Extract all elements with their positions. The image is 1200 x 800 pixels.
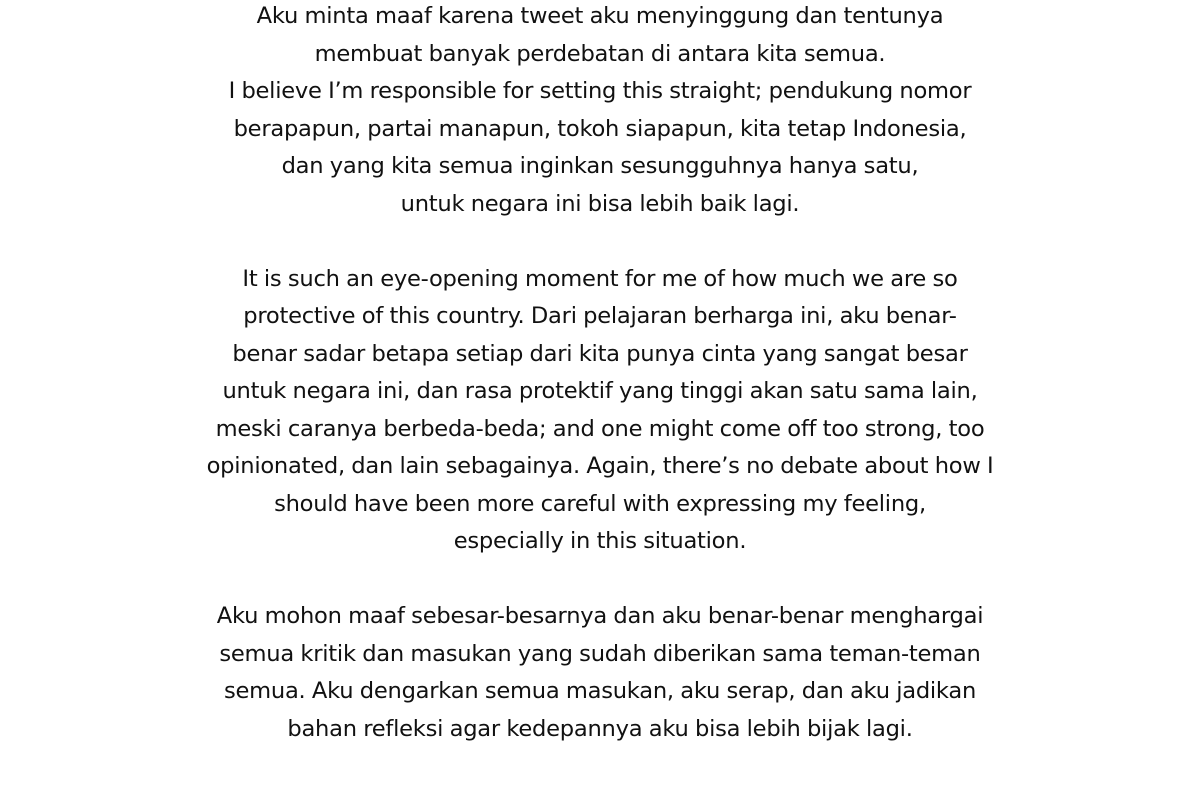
paragraph-line: Aku mohon maaf sebesar-besarnya dan aku benar-benar menghargai bbox=[216, 603, 984, 629]
paragraph-line: especially in this situation. bbox=[453, 528, 747, 554]
paragraph-line: It is such an eye-opening moment for me of how much we are so bbox=[242, 265, 958, 292]
paragraph-line: berapapun, partai manapun, tokoh siapapun, kita tetap Indonesia, bbox=[233, 115, 967, 142]
paragraph-2 bbox=[0, 261, 1200, 561]
paragraph-3 bbox=[0, 598, 1200, 748]
paragraph-spacer bbox=[0, 223, 1200, 261]
paragraph-line: membuat banyak perdebatan di antara kita semua. bbox=[314, 40, 886, 67]
paragraph-line: opinionated, dan lain sebagainya. Again, there’s no debate about how I bbox=[206, 453, 994, 479]
paragraph-line: untuk negara ini bisa lebih baik lagi. bbox=[400, 190, 800, 217]
paragraph-line: meski caranya berbeda-beda; and one might come off too strong, too bbox=[215, 415, 985, 442]
paragraph-line: Aku minta maaf karena tweet aku menyinggung dan tentunya bbox=[256, 3, 944, 29]
paragraph-line: dan yang kita semua inginkan sesungguhnya hanya satu, bbox=[281, 153, 919, 179]
paragraph-1 bbox=[0, 0, 1200, 223]
paragraph-line: semua. Aku dengarkan semua masukan, aku serap, dan aku jadikan bbox=[223, 678, 977, 704]
paragraph-line: protective of this country. Dari pelajaran berharga ini, aku benar- bbox=[243, 303, 957, 329]
paragraph-line: benar sadar betapa setiap dari kita punya cinta yang sangat besar bbox=[232, 340, 968, 367]
paragraph-line: I believe I’m responsible for setting this straight; pendukung nomor bbox=[228, 78, 972, 104]
paragraph-line: untuk negara ini, dan rasa protektif yang tinggi akan satu sama lain, bbox=[222, 378, 978, 404]
paragraph-line: semua kritik dan masukan yang sudah diberikan sama teman-teman bbox=[219, 640, 981, 667]
paragraph-spacer bbox=[0, 561, 1200, 599]
paragraph-line: should have been more careful with expressing my feeling, bbox=[274, 490, 926, 517]
paragraph-line: bahan refleksi agar kedepannya aku bisa lebih bijak lagi. bbox=[287, 715, 913, 742]
